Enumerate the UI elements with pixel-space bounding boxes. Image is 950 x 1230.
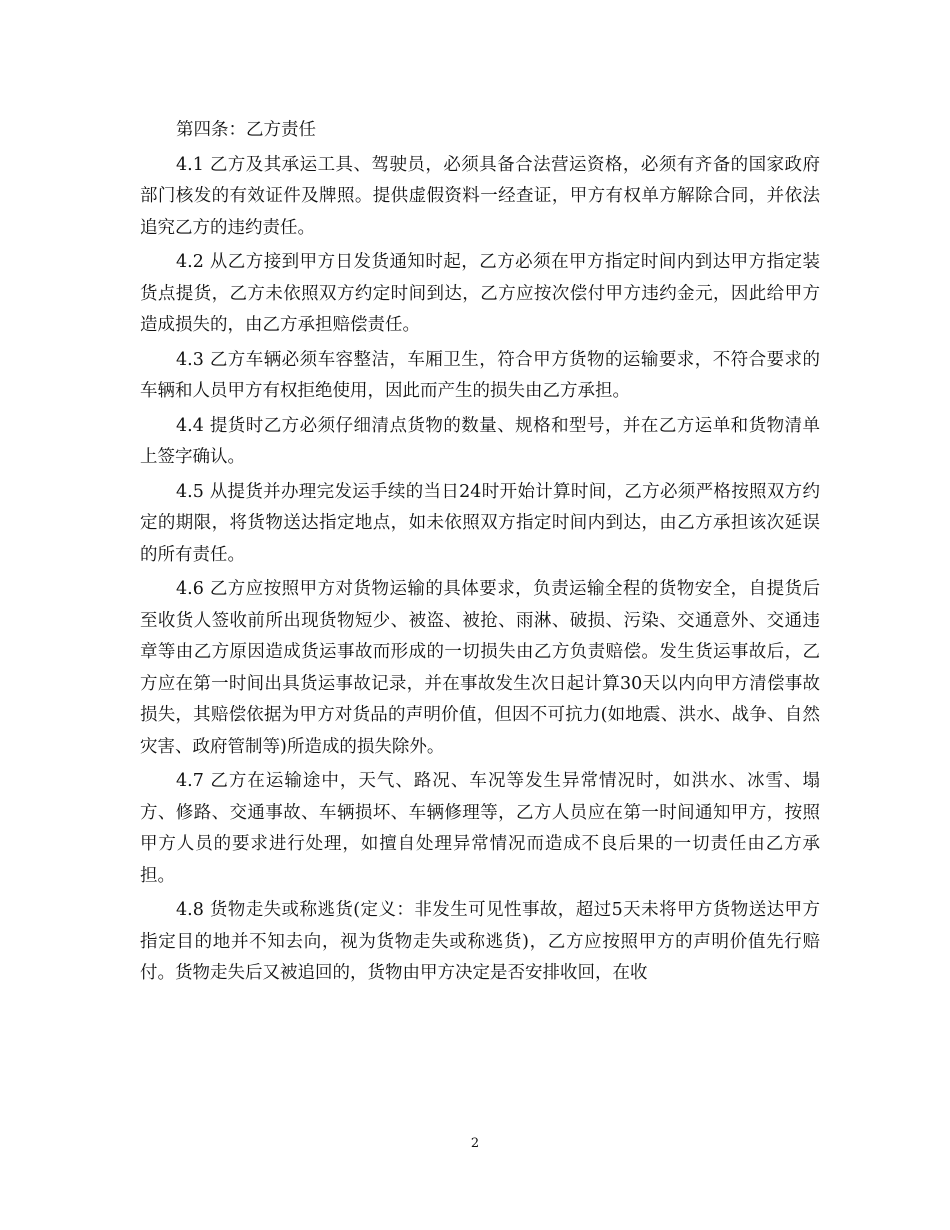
clause-4-1: 4.1 乙方及其承运工具、驾驶员，必须具备合法营运资格，必须有齐备的国家政府部门核发的有效证件及牌照。提供虚假资料一经查证，甲方有权单方解除合同，并依法追究乙方的违约责任。 [140, 154, 820, 238]
page-number: 2 [470, 1136, 480, 1151]
clause-4-3: 4.3 乙方车辆必须车容整洁，车厢卫生，符合甲方货物的运输要求，不符合要求的车辆和人员甲方有权拒绝使用，因此而产生的损失由乙方承担。 [140, 349, 820, 401]
clause-4-8: 4.8 货物走失或称逃货(定义：非发生可见性事故，超过5天未将甲方货物送达甲方指定目的地并不知去向，视为货物走失或称逃货)，乙方应按照甲方的声明价值先行赔付。货物走失后又被追回的，货物由甲方决定是否安排收回，在收 [140, 900, 820, 983]
clause-4-4: 4.4 提货时乙方必须仔细清点货物的数量、规格和型号，并在乙方运单和货物清单上签字确认。 [140, 415, 820, 467]
section-heading: 第四条：乙方责任 [176, 120, 316, 140]
clause-4-7: 4.7 乙方在运输途中，天气、路况、车况等发生异常情况时，如洪水、冰雪、塌方、修路、交通事故、车辆损坏、车辆修理等，乙方人员应在第一时间通知甲方，按照甲方人员的要求进行处理，如擅自处理异常情况而造成不良后果的一切责任由乙方承担。 [140, 771, 820, 886]
clause-4-5: 4.5 从提货并办理完发运手续的当日24时开始计算时间，乙方必须严格按照双方约定的期限，将货物送达指定地点，如未依照双方指定时间内到达，由乙方承担该次延误的所有责任。 [140, 481, 820, 565]
clause-4-6: 4.6 乙方应按照甲方对货物运输的具体要求，负责运输全程的货物安全，自提货后至收货人签收前所出现货物短少、被盗、被抢、雨淋、破损、污染、交通意外、交通违章等由乙方原因造成货运事故而形成的一切损失由乙方负责赔偿。发生货运事故后，乙方应在第一时间出具货运事故记录，并在事故发生次日起计算30天以内向甲方清偿事故损失，其赔偿依据为甲方对货品的声明价值，但因不可抗力(如地震、洪水、战争、自然灾害、政府管制等)所造成的损失除外。 [140, 579, 820, 757]
clause-4-2: 4.2 从乙方接到甲方日发货通知时起，乙方必须在甲方指定时间内到达甲方指定装货点提货，乙方未依照双方约定时间到达，乙方应按次偿付甲方违约金元，因此给甲方造成损失的，由乙方承担赔偿责任。 [140, 252, 820, 335]
document-body [140, 115, 820, 993]
